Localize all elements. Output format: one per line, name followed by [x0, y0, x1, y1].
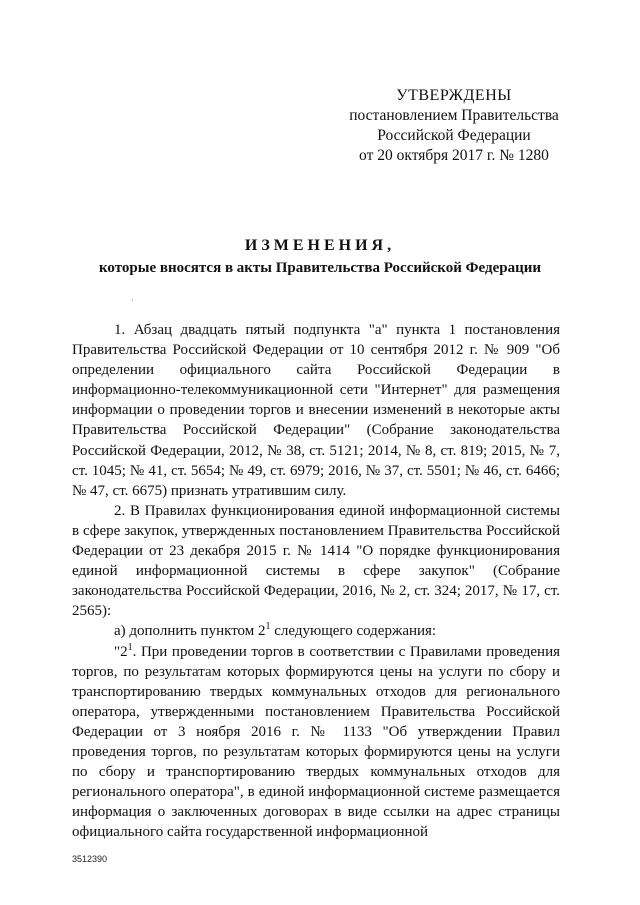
paragraph-3-text-start: а) дополнить пунктом 2 [114, 623, 266, 640]
paragraph-3-text-end: следующего содержания: [270, 623, 437, 640]
approval-title: УТВЕРЖДЕНЫ [396, 87, 512, 104]
approval-line-2: Российской Федерации [377, 127, 531, 144]
paragraph-3-superscript: 1 [265, 621, 271, 633]
scan-artifact-dot: · [131, 296, 134, 305]
document-subheading: которые вносятся в акты Правительства Российской Федерации [98, 260, 542, 276]
paragraph-4-text-start: "2 [114, 643, 128, 660]
paragraph-4-superscript: 1 [127, 641, 133, 653]
document-code: 3512390 [72, 854, 108, 864]
paragraph-4 [72, 642, 560, 843]
paragraph-4-text-end: . При проведении торгов в соответствии с Правилами проведения торгов, по результатам которых формируются цены на услуги по сбору и транспортированию твердых коммунальных отходов для регионального оператора, утвержденными постановлением Правительства Российской Федерации от 3 ноября 2016 г. № 1133 "Об утверждении Правил проведения торгов, по результатам которых формируются цены на услуги по сбору и транспортированию твердых коммунальных отходов для регионального оператора", в единой информационной системе размещается информация о заключенных договорах в виде ссылки на адрес страницы официального сайта государственной информационной [72, 643, 560, 841]
document-heading: ИЗМЕНЕНИЯ, [244, 237, 396, 254]
approval-line-3: от 20 октября 2017 г. № 1280 [359, 147, 549, 164]
paragraph-1: 1. Абзац двадцать пятый подпункта "а" пункта 1 постановления Правительства Российской Федерации от 10 сентября 2012 г. № 909 "Об определении официального сайта Российской Федерации в информационно-телекоммуникационной сети "Интернет" для размещения информации о проведении торгов и внесении изменений в некоторые акты Правительства Российской Федерации" (Собрание законодательства Российской Федерации, 2012, № 38, ст. 5121; 2014, № 8, ст. 819; 2015, № 7, ст. 1045; № 41, ст. 5654; № 49, ст. 6979; 2016, № 37, ст. 5501; № 46, ст. 6466; № 47, ст. 6675) признать утратившим силу. [72, 322, 560, 499]
approval-line-1: постановлением Правительства [349, 107, 559, 124]
paragraph-3 [72, 621, 560, 641]
approval-block [338, 86, 570, 166]
paragraph-2: 2. В Правилах функционирования единой информационной системы в сфере закупок, утвержденных постановлением Правительства Российской Федерации от 23 декабря 2015 г. № 1414 "О порядке функционирования единой информационной системы в сфере закупок" (Собрание законодательства Российской Федерации, 2016, № 2, ст. 324; 2017, № 17, ст. 2565): [72, 502, 560, 620]
document-body [72, 320, 560, 842]
